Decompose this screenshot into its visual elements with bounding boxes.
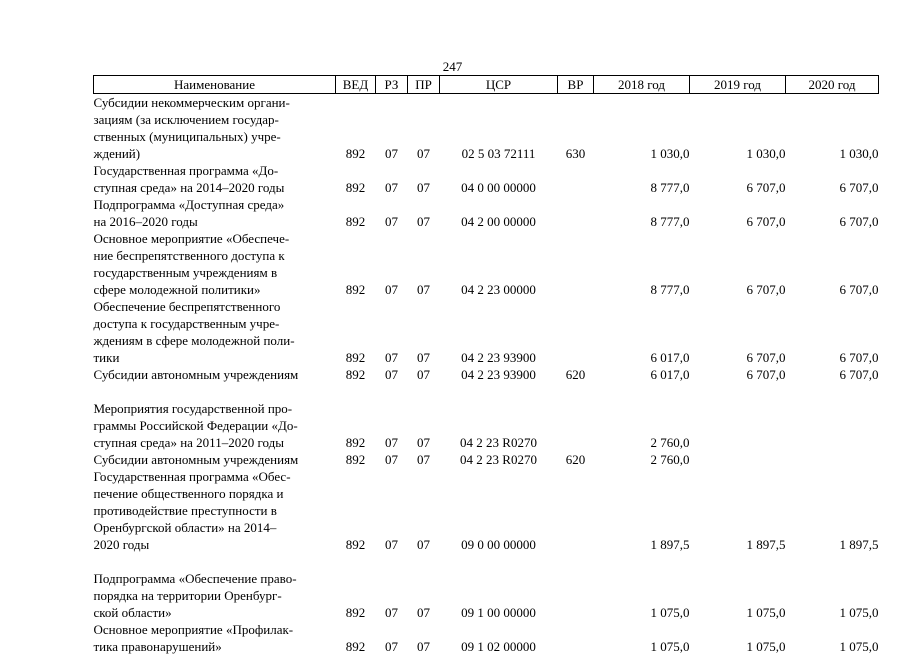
header-rz: РЗ	[376, 76, 408, 94]
row-2020	[786, 451, 879, 468]
row-2018: 6 017,0	[650, 367, 690, 382]
header-2019: 2019 год	[690, 76, 786, 94]
row-name: Обеспечение беспрепятственного доступа к государственным учре- ждениям в сфере молодежной поли- тики	[93, 299, 295, 365]
row-rz: 07	[385, 605, 398, 620]
header-2018: 2018 год	[594, 76, 690, 94]
row-2020: 6 707,0	[839, 214, 879, 229]
table-row	[94, 553, 879, 621]
row-vr	[558, 298, 594, 366]
row-rz: 07	[385, 350, 398, 365]
row-ved: 892	[345, 639, 366, 654]
row-ved: 892	[345, 282, 366, 297]
table-row	[94, 298, 879, 366]
row-2018: 8 777,0	[650, 180, 690, 195]
row-name: Субсидии автономным учреждениям	[93, 452, 299, 467]
row-pr: 07	[417, 350, 430, 365]
row-2020: 1 075,0	[839, 639, 879, 654]
header-2020: 2020 год	[786, 76, 879, 94]
row-pr: 07	[417, 282, 430, 297]
header-name: Наименование	[94, 76, 336, 94]
row-csr: 04 2 23 R0270	[460, 452, 537, 467]
row-vr	[558, 162, 594, 196]
row-pr: 07	[417, 435, 430, 450]
table-row	[94, 94, 879, 163]
row-rz: 07	[385, 180, 398, 195]
row-2019: 1 897,5	[746, 537, 786, 552]
table-row	[94, 196, 879, 230]
row-csr: 04 2 23 00000	[461, 282, 536, 297]
row-2019	[690, 383, 786, 451]
row-2018: 2 760,0	[650, 435, 690, 450]
row-2018: 8 777,0	[650, 214, 690, 229]
row-2018: 1 075,0	[650, 605, 690, 620]
row-vr	[558, 383, 594, 451]
row-rz: 07	[385, 452, 398, 467]
row-name: Государственная программа «До- ступная среда» на 2014–2020 годы	[93, 163, 285, 195]
row-name: Субсидии некоммерческим органи- зациям (за исключением государ- ственных (муниципальных) учре- ждений)	[93, 95, 290, 161]
row-rz: 07	[385, 537, 398, 552]
row-2020: 6 707,0	[839, 350, 879, 365]
header-ved: ВЕД	[336, 76, 376, 94]
row-name: Основное мероприятие «Обеспече- ние беспрепятственного доступа к государственным учреждениям в сфере молодежной политики»	[93, 231, 290, 297]
row-rz: 07	[385, 435, 398, 450]
row-csr: 04 2 23 93900	[461, 367, 536, 382]
row-pr: 07	[417, 180, 430, 195]
row-vr: 630	[565, 146, 586, 161]
row-2020: 6 707,0	[839, 282, 879, 297]
budget-table	[93, 75, 879, 655]
row-ved: 892	[345, 605, 366, 620]
row-ved: 892	[345, 146, 366, 161]
row-name: Подпрограмма «Обеспечение право- порядка на территории Оренбург- ской области»	[93, 571, 297, 620]
row-vr: 620	[565, 367, 586, 382]
row-2018: 8 777,0	[650, 282, 690, 297]
row-ved: 892	[345, 367, 366, 382]
row-ved: 892	[345, 435, 366, 450]
row-csr: 04 2 23 R0270	[460, 435, 537, 450]
row-vr	[558, 468, 594, 553]
row-csr: 04 2 23 93900	[461, 350, 536, 365]
row-rz: 07	[385, 282, 398, 297]
row-csr: 09 0 00 00000	[461, 537, 536, 552]
table-row	[94, 383, 879, 451]
table-row	[94, 621, 879, 655]
row-name: Мероприятия государственной про- граммы Российской Федерации «До- ступная среда» на 2011–2020 годы	[93, 401, 298, 450]
row-csr: 02 5 03 72111	[461, 146, 536, 161]
row-2019: 1 030,0	[746, 146, 786, 161]
table-row	[94, 230, 879, 298]
row-2020: 6 707,0	[839, 367, 879, 382]
row-ved: 892	[345, 452, 366, 467]
row-vr	[558, 230, 594, 298]
header-vr: ВР	[558, 76, 594, 94]
row-vr	[558, 553, 594, 621]
page-number: 247	[442, 59, 463, 74]
row-2018: 2 760,0	[650, 452, 690, 467]
row-2019	[690, 451, 786, 468]
row-2019: 6 707,0	[746, 367, 786, 382]
row-csr: 09 1 00 00000	[461, 605, 536, 620]
row-csr: 04 0 00 00000	[461, 180, 536, 195]
row-2018: 1 897,5	[650, 537, 690, 552]
row-2018: 1 075,0	[650, 639, 690, 654]
row-vr	[558, 621, 594, 655]
row-name: Основное мероприятие «Профилак- тика правонарушений»	[93, 622, 294, 654]
row-2020: 1 897,5	[839, 537, 879, 552]
row-ved: 892	[345, 180, 366, 195]
row-name: Государственная программа «Обес- печение общественного порядка и противодействие преступности в Оренбургской области» на 2014– 2020 годы	[93, 469, 291, 552]
row-2019: 1 075,0	[746, 605, 786, 620]
row-csr: 09 1 02 00000	[461, 639, 536, 654]
row-rz: 07	[385, 367, 398, 382]
table-row	[94, 366, 879, 383]
row-pr: 07	[417, 452, 430, 467]
row-2018: 1 030,0	[650, 146, 690, 161]
table-header-row	[94, 76, 879, 94]
row-ved: 892	[345, 350, 366, 365]
row-vr	[558, 196, 594, 230]
header-csr: ЦСР	[440, 76, 558, 94]
row-csr: 04 2 00 00000	[461, 214, 536, 229]
row-2019: 1 075,0	[746, 639, 786, 654]
row-rz: 07	[385, 639, 398, 654]
row-2020: 1 030,0	[839, 146, 879, 161]
row-pr: 07	[417, 639, 430, 654]
table-row	[94, 162, 879, 196]
row-pr: 07	[417, 146, 430, 161]
row-ved: 892	[345, 214, 366, 229]
table-row	[94, 468, 879, 553]
row-ved: 892	[345, 537, 366, 552]
row-2019: 6 707,0	[746, 214, 786, 229]
row-rz: 07	[385, 214, 398, 229]
row-2019: 6 707,0	[746, 350, 786, 365]
row-vr: 620	[565, 452, 586, 467]
row-pr: 07	[417, 537, 430, 552]
header-pr: ПР	[408, 76, 440, 94]
row-2018: 6 017,0	[650, 350, 690, 365]
row-pr: 07	[417, 605, 430, 620]
row-name: Субсидии автономным учреждениям	[93, 367, 299, 382]
row-2019: 6 707,0	[746, 180, 786, 195]
table-row	[94, 451, 879, 468]
row-pr: 07	[417, 367, 430, 382]
row-2020	[786, 383, 879, 451]
row-2020: 1 075,0	[839, 605, 879, 620]
row-2020: 6 707,0	[839, 180, 879, 195]
row-name: Подпрограмма «Доступная среда» на 2016–2020 годы	[93, 197, 285, 229]
row-rz: 07	[385, 146, 398, 161]
row-pr: 07	[417, 214, 430, 229]
row-2019: 6 707,0	[746, 282, 786, 297]
